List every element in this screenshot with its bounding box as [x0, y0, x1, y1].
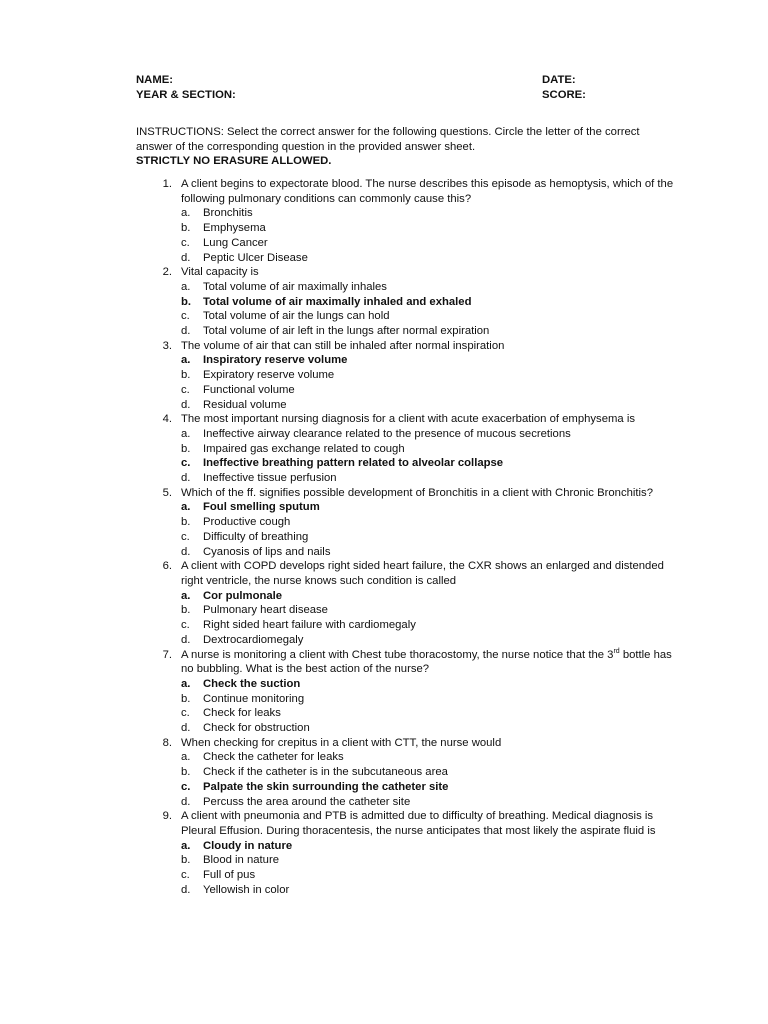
question-number: 1. — [162, 178, 172, 190]
choice-letter: b. — [181, 369, 191, 382]
choice-letter: c. — [181, 869, 190, 882]
choice-letter: c. — [181, 530, 190, 543]
question-text: Which of the ff. signifies possible development of Bronchitis in a client with Chronic Bronchitis? — [181, 486, 653, 499]
choice-letter: b. — [181, 692, 191, 705]
choice-list — [136, 589, 676, 648]
choice-letter: b. — [181, 854, 191, 867]
choice-text: Cor pulmonale — [203, 589, 283, 602]
choice-letter: c. — [181, 383, 190, 396]
choice-text: Emphysema — [203, 222, 266, 235]
question-text-part: bottle has no bubbling. What is the best action of the nurse? — [181, 648, 672, 676]
choice-text: Ineffective breathing pattern related to alveolar collapse — [203, 457, 504, 470]
choice-letter: d. — [181, 251, 191, 264]
question-text: When checking for crepitus in a client with CTT, the nurse would — [181, 736, 502, 749]
question-number: 2. — [162, 266, 172, 279]
choice-text: Inspiratory reserve volume — [203, 354, 348, 367]
choice-b — [136, 221, 676, 236]
choice-text: Cyanosis of lips and nails — [203, 545, 331, 558]
choice-letter: a. — [181, 427, 191, 440]
choice-d — [136, 398, 676, 413]
choice-c — [136, 236, 676, 251]
name-label: NAME: — [136, 74, 174, 86]
choice-list — [136, 677, 676, 736]
question-number: 9. — [162, 810, 172, 823]
choice-letter: d. — [181, 633, 191, 646]
choice-list — [136, 280, 676, 339]
question-number: 7. — [162, 648, 172, 661]
choice-c — [136, 456, 676, 471]
choice-b — [136, 765, 676, 780]
choice-letter: c. — [181, 457, 191, 470]
choice-c — [136, 530, 676, 545]
choice-a — [136, 353, 676, 368]
question-5 — [136, 486, 676, 560]
choice-letter: b. — [181, 604, 191, 617]
choice-text: Blood in nature — [203, 854, 279, 867]
choice-c — [136, 383, 676, 398]
choice-d — [136, 545, 676, 560]
choice-text: Check if the catheter is in the subcutaneous area — [203, 766, 448, 779]
choice-letter: d. — [181, 472, 191, 485]
choice-text: Residual volume — [203, 398, 287, 411]
choice-b — [136, 295, 676, 310]
choice-d — [136, 471, 676, 486]
score-label: SCORE: — [542, 89, 586, 101]
choice-a — [136, 839, 676, 854]
choice-c — [136, 309, 676, 324]
choice-letter: a. — [181, 354, 191, 367]
choice-b — [136, 368, 676, 383]
choice-d — [136, 633, 676, 648]
question-4 — [136, 412, 676, 486]
choice-a — [136, 280, 676, 295]
date-label: DATE: — [542, 74, 576, 86]
choice-text: Percuss the area around the catheter site — [203, 795, 411, 808]
choice-d — [136, 883, 676, 898]
instructions — [136, 125, 666, 169]
choice-text: Total volume of air left in the lungs after normal expiration — [203, 325, 490, 338]
choice-b — [136, 692, 676, 707]
choice-a — [136, 750, 676, 765]
question-number: 3. — [162, 339, 172, 352]
choice-list — [136, 839, 676, 898]
choice-text: Peptic Ulcer Disease — [203, 251, 308, 264]
question-8 — [136, 736, 676, 810]
choice-d — [136, 251, 676, 266]
header-row-2 — [136, 88, 636, 103]
choice-b — [136, 442, 676, 457]
choice-text: Check for obstruction — [203, 722, 310, 735]
choice-list — [136, 206, 676, 265]
question-text: The most important nursing diagnosis for a client with acute exacerbation of emphysema is — [181, 413, 635, 426]
choice-text: Difficulty of breathing — [203, 530, 309, 543]
question-text — [181, 648, 676, 677]
choice-text: Right sided heart failure with cardiomegaly — [203, 619, 416, 632]
choice-text: Total volume of air maximally inhales — [203, 280, 387, 293]
question-text-part: A nurse is monitoring a client with Chest tube thoracostomy, the nurse notice that the 3 — [181, 648, 614, 661]
header-row-1 — [136, 73, 636, 88]
choice-text: Check the catheter for leaks — [203, 751, 344, 764]
question-number: 4. — [162, 413, 172, 426]
instructions-text: INSTRUCTIONS: Select the correct answer for the following questions. Circle the letter of the correct answer of the corresponding question in the provided answer sheet. — [136, 126, 640, 153]
choice-text: Dextrocardiomegaly — [203, 633, 304, 646]
choice-a — [136, 500, 676, 515]
choice-list — [136, 353, 676, 412]
question-number: 8. — [162, 736, 172, 749]
year-section-label: YEAR & SECTION: — [136, 89, 236, 101]
choice-text: Total volume of air the lungs can hold — [203, 310, 390, 323]
choice-letter: b. — [181, 295, 192, 308]
choice-letter: a. — [181, 207, 191, 220]
choice-c — [136, 780, 676, 795]
choice-text: Impaired gas exchange related to cough — [203, 442, 405, 455]
choice-letter: d. — [181, 325, 191, 338]
choice-letter: d. — [181, 398, 191, 411]
choice-text: Total volume of air maximally inhaled and exhaled — [203, 295, 472, 308]
choice-letter: a. — [181, 839, 191, 852]
choice-letter: d. — [181, 883, 191, 896]
choice-c — [136, 706, 676, 721]
question-number: 5. — [162, 486, 172, 499]
question-1 — [136, 177, 676, 265]
choice-letter: b. — [181, 516, 191, 529]
choice-text: Ineffective airway clearance related to the presence of mucous secretions — [203, 427, 571, 440]
choice-text: Ineffective tissue perfusion — [203, 472, 337, 485]
choice-d — [136, 324, 676, 339]
choice-b — [136, 853, 676, 868]
question-text: A client begins to expectorate blood. The nurse describes this episode as hemoptysis, which of the following pulmonary conditions can commonly cause this? — [181, 178, 674, 205]
choice-a — [136, 589, 676, 604]
question-9 — [136, 809, 676, 897]
choice-letter: b. — [181, 442, 191, 455]
question-number: 6. — [162, 560, 172, 573]
choice-b — [136, 603, 676, 618]
question-text: A client with pneumonia and PTB is admitted due to difficulty of breathing. Medical diagnosis is Pleural Effusion. During thoracentesis, the nurse anticipates that most likely the aspirate fluid is — [181, 810, 656, 837]
choice-text: Cloudy in nature — [203, 839, 293, 852]
strict-notice: STRICTLY NO ERASURE ALLOWED. — [136, 155, 332, 168]
choice-letter: c. — [181, 707, 190, 720]
choice-d — [136, 721, 676, 736]
choice-d — [136, 795, 676, 810]
question-text: The volume of air that can still be inhaled after normal inspiration — [181, 339, 505, 352]
choice-list — [136, 750, 676, 809]
choice-a — [136, 206, 676, 221]
choice-letter: b. — [181, 222, 191, 235]
ordinal-suffix: rd — [613, 647, 620, 655]
choice-text: Lung Cancer — [203, 236, 268, 249]
choice-letter: a. — [181, 501, 191, 514]
choice-list — [136, 427, 676, 486]
choice-letter: d. — [181, 545, 191, 558]
choice-text: Bronchitis — [203, 207, 253, 220]
question-3 — [136, 339, 676, 413]
question-list — [136, 177, 676, 897]
question-7 — [136, 648, 676, 736]
choice-list — [136, 500, 676, 559]
choice-text: Check for leaks — [203, 707, 281, 720]
choice-letter: a. — [181, 751, 191, 764]
choice-text: Pulmonary heart disease — [203, 604, 328, 617]
choice-b — [136, 515, 676, 530]
choice-letter: a. — [181, 677, 191, 690]
question-text: A client with COPD develops right sided heart failure, the CXR shows an enlarged and distended right ventricle, the nurse knows such condition is called — [181, 560, 664, 587]
question-6 — [136, 559, 676, 647]
choice-text: Palpate the skin surrounding the catheter site — [203, 780, 449, 793]
choice-letter: c. — [181, 780, 191, 793]
choice-letter: b. — [181, 766, 191, 779]
choice-c — [136, 868, 676, 883]
choice-letter: c. — [181, 236, 190, 249]
choice-letter: a. — [181, 280, 191, 293]
choice-a — [136, 427, 676, 442]
choice-text: Productive cough — [203, 516, 291, 529]
question-text: Vital capacity is — [181, 266, 259, 279]
choice-text: Functional volume — [203, 383, 295, 396]
choice-text: Foul smelling sputum — [203, 501, 320, 514]
choice-text: Continue monitoring — [203, 692, 305, 705]
choice-text: Yellowish in color — [203, 883, 290, 896]
question-2 — [136, 265, 676, 339]
choice-letter: d. — [181, 795, 191, 808]
choice-text: Check the suction — [203, 677, 301, 690]
choice-text: Full of pus — [203, 869, 256, 882]
choice-text: Expiratory reserve volume — [203, 369, 335, 382]
choice-letter: d. — [181, 722, 191, 735]
choice-letter: c. — [181, 310, 190, 323]
choice-c — [136, 618, 676, 633]
choice-letter: a. — [181, 589, 191, 602]
choice-a — [136, 677, 676, 692]
choice-letter: c. — [181, 619, 190, 632]
